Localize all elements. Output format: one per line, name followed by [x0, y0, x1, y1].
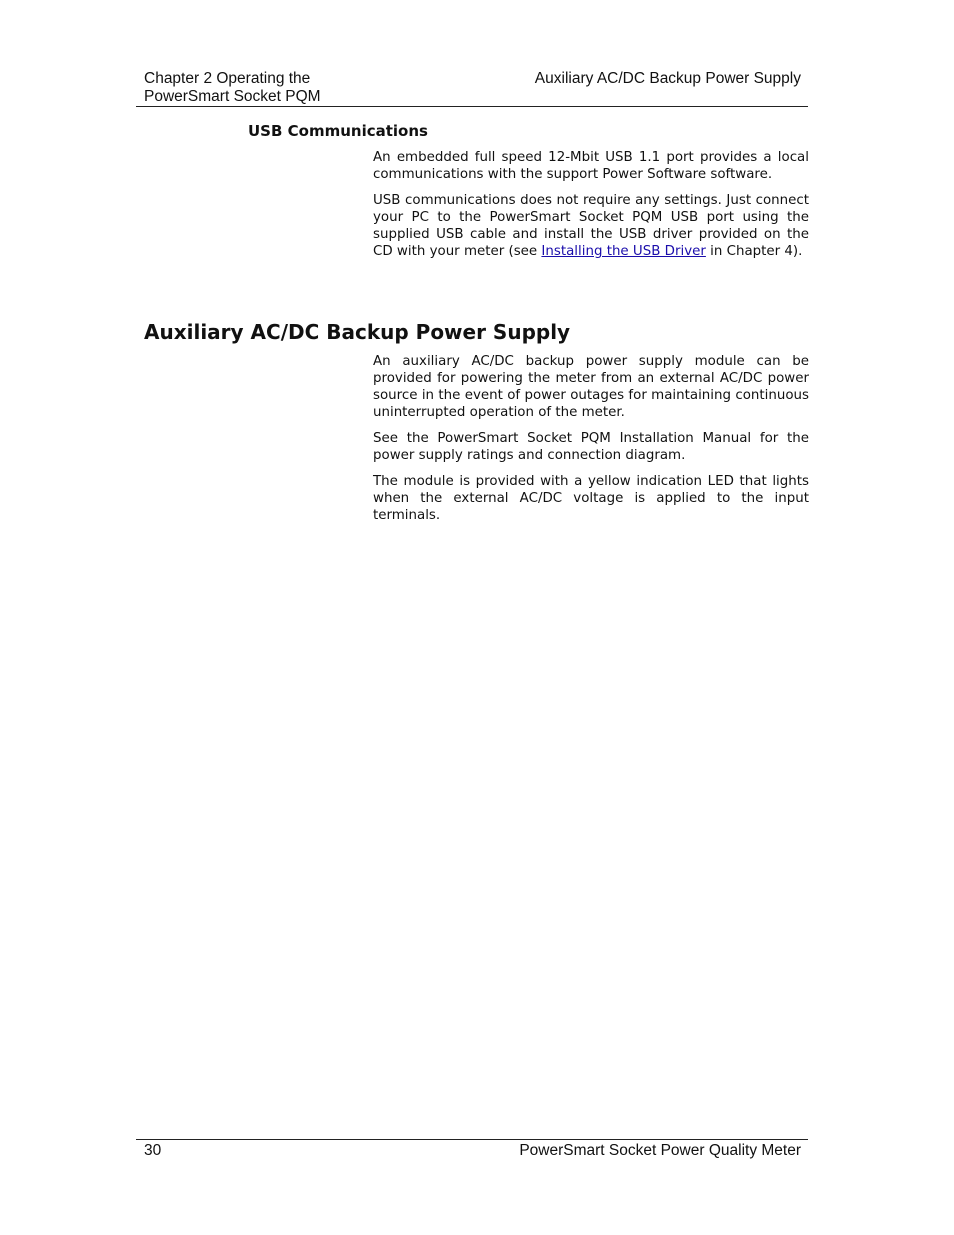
aux-paragraph-1: An auxiliary AC/DC backup power supply module can be provided for powering the meter from an external AC/DC power source in the event of power outages for maintaining continuous uninterrupted operation of the meter.: [373, 354, 809, 420]
usb-paragraph-2: [373, 192, 809, 260]
page-header: [136, 68, 808, 107]
page-footer: [136, 1139, 808, 1159]
header-section-title: Auxiliary AC/DC Backup Power Supply: [534, 70, 801, 87]
auxiliary-power-heading: Auxiliary AC/DC Backup Power Supply: [144, 320, 571, 344]
aux-section-body: [373, 353, 809, 533]
installing-usb-driver-link[interactable]: Installing the USB Driver: [541, 244, 706, 259]
usb-paragraph-1: An embedded full speed 12-Mbit USB 1.1 port provides a local communications with the support Power Software software.: [373, 150, 809, 182]
aux-paragraph-3: The module is provided with a yellow indication LED that lights when the external AC/DC voltage is applied to the input terminals.: [373, 474, 809, 523]
usb-communications-heading: USB Communications: [248, 122, 428, 140]
usb-paragraph-2-tail: in Chapter 4).: [705, 244, 803, 259]
aux-paragraph-2: See the PowerSmart Socket PQM Installation Manual for the power supply ratings and connection diagram.: [373, 431, 809, 463]
header-chapter-line2: PowerSmart Socket PQM: [144, 88, 321, 105]
usb-paragraph-2-text: USB communications does not require any settings. Just connect your PC to the PowerSmart Socket PQM USB port using the supplied USB cable and install the USB driver provided on the CD with your meter (see: [373, 193, 809, 259]
header-chapter-line1: Chapter 2 Operating the: [144, 70, 311, 87]
page-number: 30: [144, 1142, 162, 1159]
footer-title: PowerSmart Socket Power Quality Meter: [519, 1142, 801, 1159]
header-chapter: [144, 70, 321, 106]
usb-section-body: [373, 149, 809, 269]
